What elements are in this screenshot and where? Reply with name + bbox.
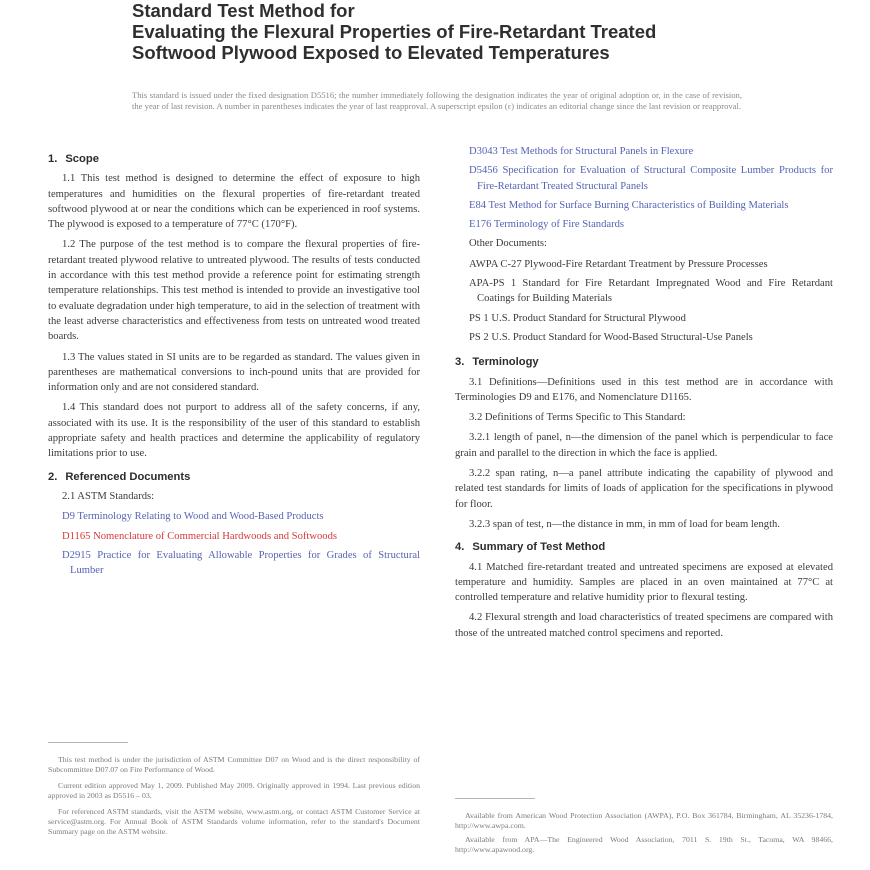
reference-link-e176[interactable] <box>455 217 833 232</box>
reference-code: D5456 <box>469 165 498 177</box>
section-number: 1. <box>48 153 58 165</box>
document-title <box>132 0 752 63</box>
reference-title: Test Methods for Structural Panels in Flexure <box>500 146 694 157</box>
reference-title: U.S. Product Standard for Structural Plywood <box>491 312 686 324</box>
reference-title: Specification for Evaluation of Structural Composite Lumber Products for Fire-Retardant Treated Structural Panels <box>477 165 834 192</box>
reference-code: D9 <box>62 511 75 523</box>
reference-link-d3043[interactable] <box>455 144 833 159</box>
paragraph-4-1: 4.1 Matched fire-retardant treated and untreated specimens are exposed at elevated temperature and humidity. Samples are placed in an oven maintained at 77°C at controlled temperature and relative humidity prior to flexural testing. <box>455 561 833 604</box>
reference-code: PS 1 <box>469 312 489 324</box>
reference-title: Plywood-Fire Retardant Treatment by Pressure Processes <box>524 258 768 270</box>
reference-title: U.S. Product Standard for Wood-Based Structural-Use Panels <box>491 331 753 343</box>
left-footnotes <box>48 742 420 843</box>
title-line-3: Softwood Plywood Exposed to Elevated Temperatures <box>132 42 610 63</box>
section-number: 2. <box>48 470 58 483</box>
title-line-1: Standard Test Method for <box>132 0 355 21</box>
paragraph-1-1: 1.1 This test method is designed to determine the effect of exposure to high temperatures and humidities on the flexural properties of fire-retardant treated softwood plywood at or near the conditions which can be experienced in roof systems. The plywood is exposed to a temperature of 77°C (170°F). <box>48 173 420 231</box>
paragraph-4-2: 4.2 Flexural strength and load characteristics of treated specimens are compared with those of the untreated matched control specimens and reported. <box>455 612 833 639</box>
paragraph-3-2-1: 3.2.1 length of panel, n—the dimension of the panel which is perpendicular to face grain and parallel to the direction in which the face is applied. <box>455 432 833 459</box>
reference-link-e84[interactable] <box>455 198 833 213</box>
footnote-divider <box>48 742 128 743</box>
paragraph-1-4: 1.4 This standard does not purport to address all of the safety concerns, if any, associated with its use. It is the responsibility of the user of this standard to establish appropriate safety and health practices and determine the applicability of regulatory limitations prior to use. <box>48 402 420 460</box>
reference-link-d9[interactable] <box>48 509 420 524</box>
other-documents-heading: Other Documents: <box>469 238 547 250</box>
reference-code: E84 <box>469 199 487 211</box>
reference-title: Nomenclature of Commercial Hardwoods and Softwoods <box>93 530 338 542</box>
reference-code: PS 2 <box>469 331 489 343</box>
footnote-4: Available from American Wood Protection Association (AWPA), P.O. Box 361784, Birmingham, AL 35236-1784, http://www.awpa.com. <box>455 811 833 830</box>
section-heading-summary <box>455 540 833 555</box>
reference-awpa <box>455 257 833 272</box>
section-heading-scope <box>48 152 420 167</box>
paragraph-3-1: 3.1 Definitions—Definitions used in this test method are in accordance with Terminologies D9 and E176, and Nomenclature D1165. <box>455 376 833 403</box>
right-footnotes <box>455 798 833 859</box>
reference-title: Terminology of Fire Standards <box>493 219 625 231</box>
reference-link-d5456[interactable] <box>455 163 833 194</box>
reference-code: E176 <box>469 219 492 231</box>
designation-note: This standard is issued under the fixed designation D5516; the number immediately following the designation indicates the year of original adoption or, in the case of revision, the year of last revision. A number in parentheses indicates the year of last reapproval. A superscript epsilon (ε) indicates an editorial change since the last revision or reapproval. <box>132 90 742 111</box>
reference-title: Standard for Fire Retardant Impregnated Wood and Fire Retardant Coatings for Building Materials <box>477 278 833 305</box>
section-heading-terminology <box>455 355 833 370</box>
footnote-1: This test method is under the jurisdiction of ASTM Committee D07 on Wood and is the direct responsibility of Subcommittee D07.07 on Fire Performance of Wood. <box>48 755 420 774</box>
reference-code: D2915 <box>62 549 91 561</box>
astm-standards-heading: 2.1 ASTM Standards: <box>62 490 155 502</box>
section-title: Summary of Test Method <box>472 541 606 554</box>
section-number: 3. <box>455 356 465 369</box>
footnote-divider <box>455 798 535 799</box>
reference-code: APA-PS 1 <box>469 278 517 290</box>
paragraph-3-2-2: 3.2.2 span rating, n—a panel attribute indicating the capability of plywood and related test standards for limits of loads of application for the specifications in plywood for floor. <box>455 468 833 510</box>
section-title: Terminology <box>472 356 539 369</box>
footnote-2: Current edition approved May 1, 2009. Published May 2009. Originally approved in 1994. Last previous edition approved in 2003 as D5516 – 03. <box>48 781 420 800</box>
paragraph-1-2: 1.2 The purpose of the test method is to compare the flexural properties of fire-retardant treated plywood relative to untreated plywood. The results of tests conducted in accordance with this test method provide a reference point for estimating strength temperature relationships. This test method is intended to provide an investigative tool to evaluate degradation under high temperature, to aid in the selection of treatment with the least adverse characteristics and effectiveness from tests on untreated wood treated boards. <box>48 239 420 343</box>
reference-code: D1165 <box>62 530 91 542</box>
left-column <box>48 146 420 582</box>
paragraph-3-2-3: 3.2.3 span of test, n—the distance in mm, in mm of load for beam length. <box>469 518 780 530</box>
reference-code: D3043 <box>469 146 498 157</box>
reference-link-d2915[interactable] <box>48 548 420 579</box>
section-title: Referenced Documents <box>65 470 191 483</box>
reference-ps1 <box>455 311 833 326</box>
reference-apa <box>455 276 833 307</box>
reference-ps2 <box>455 330 833 345</box>
reference-title: Practice for Evaluating Allowable Properties for Grades of Structural Lumber <box>70 549 420 577</box>
paragraph-3-2: 3.2 Definitions of Terms Specific to This Standard: <box>469 412 686 424</box>
reference-code: AWPA C-27 <box>469 258 522 270</box>
section-number: 4. <box>455 541 465 554</box>
title-line-2: Evaluating the Flexural Properties of Fire-Retardant Treated <box>132 21 657 42</box>
section-title: Scope <box>65 153 99 165</box>
reference-title: Test Method for Surface Burning Characteristics of Building Materials <box>488 199 789 211</box>
footnote-5: Available from APA—The Engineered Wood Association, 7011 S. 19th St., Tacoma, WA 98466, http://www.apawood.org. <box>455 835 833 854</box>
section-heading-referenced-documents <box>48 470 420 485</box>
reference-title: Terminology Relating to Wood and Wood-Based Products <box>77 511 324 523</box>
right-column <box>455 144 833 646</box>
paragraph-1-3: 1.3 The values stated in SI units are to be regarded as standard. The values given in parentheses are mathematical conversions to inch-pound units that are provided for information only and are not considered standard. <box>48 351 420 394</box>
footnote-3: For referenced ASTM standards, visit the ASTM website, www.astm.org, or contact ASTM Customer Service at service@astm.org. For Annual Book of ASTM Standards volume information, refer to the standard's Document Summary page on the ASTM website. <box>48 807 420 836</box>
reference-link-d1165[interactable] <box>48 529 420 544</box>
